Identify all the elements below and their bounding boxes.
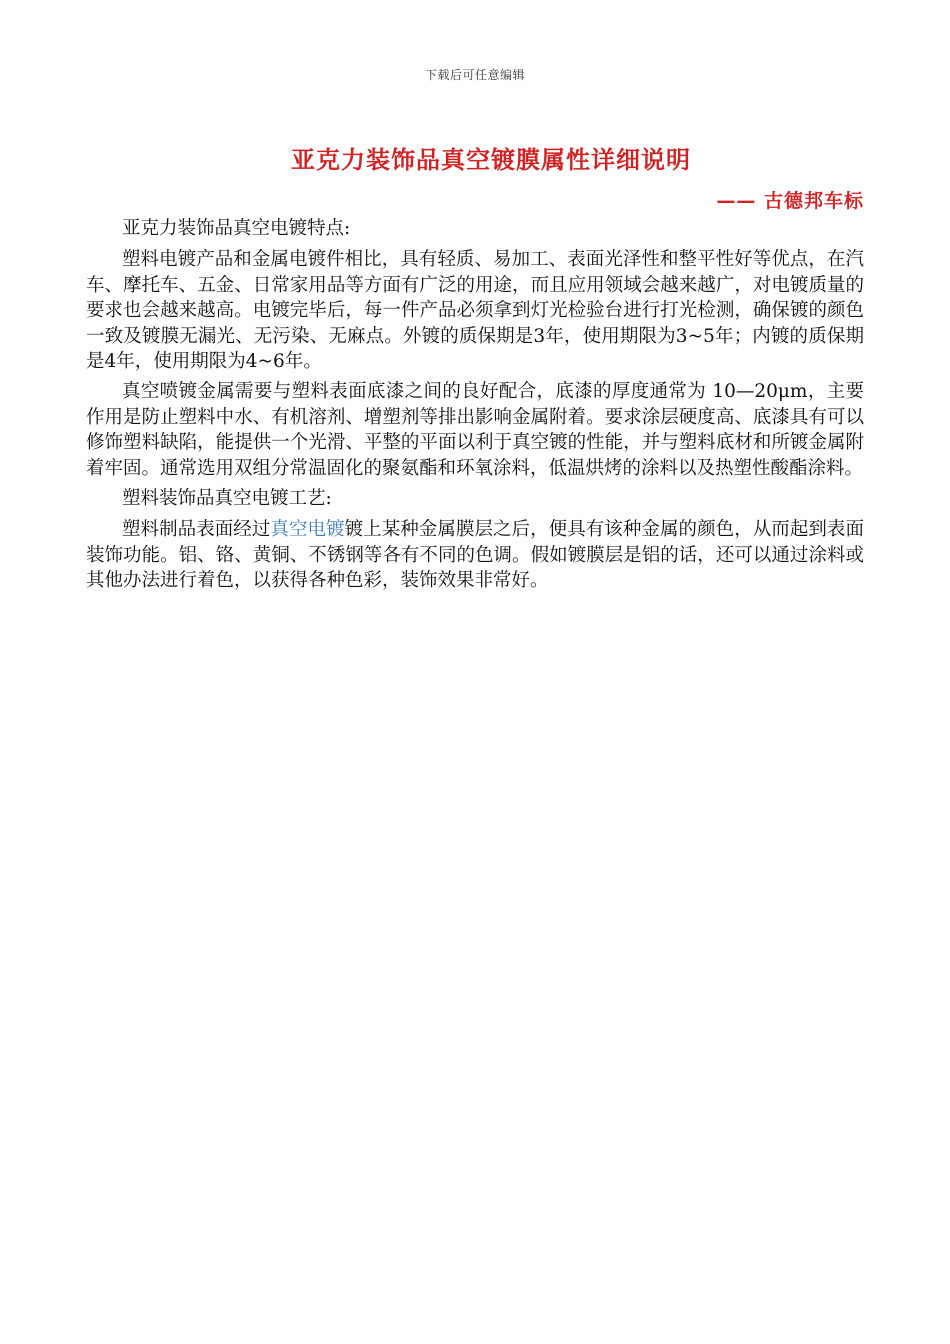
document-title: 亚克力装饰品真空镀膜属性详细说明 bbox=[291, 146, 691, 174]
document-byline: —— 古德邦车标 bbox=[716, 190, 864, 212]
section-heading-process: 塑料装饰品真空电镀工艺: bbox=[122, 488, 332, 510]
paragraph-features: 塑料电镀产品和金属电镀件相比，具有轻质、易加工、表面光泽性和整平性好等优点，在汽车、摩托车、五金、日常家用品等方面有广泛的用途，而且应用领域会越来越广，对电镀质量的要求也会越来越高。电镀完毕后，每一件产品必须拿到灯光检验台进行打光检测，确保镀的颜色一致及镀膜无漏光、无污染、无麻点。外镀的质保期是3年，使用期限为3~5年；内镀的质保期是4年，使用期限为4~6年。 bbox=[86, 249, 864, 373]
paragraph-process-text-start: 塑料制品表面经过 bbox=[122, 519, 271, 541]
paragraph-primer: 真空喷镀金属需要与塑料表面底漆之间的良好配合，底漆的厚度通常为 10—20μm，主要作用是防止塑料中水、有机溶剂、增塑剂等排出影响金属附着。要求涂层硬度高、底漆具有可以修饰塑料缺陷，能提供一个光滑、平整的平面以利于真空镀的性能，并与塑料底材和所镀金属附着牢固。通常选用双组分常温固化的聚氨酯和环氧涂料，低温烘烤的涂料以及热塑性酸酯涂料。 bbox=[86, 381, 864, 479]
vacuum-plating-link[interactable]: 真空电镀 bbox=[270, 519, 345, 541]
page-header-note: 下载后可任意编辑 bbox=[424, 68, 525, 82]
document-body bbox=[86, 214, 864, 594]
paragraph-process-text-end: 镀上某种金属膜层之后，便具有该种金属的颜色，从而起到表面装饰功能。铝、铬、黄铜、不锈钢等各有不同的色调。假如镀膜层是铝的话，还可以通过涂料或其他办法进行着色，以获得各种色彩，装饰效果非常好。 bbox=[86, 519, 864, 592]
section-heading-features: 亚克力装饰品真空电镀特点: bbox=[122, 218, 351, 239]
paragraph-process bbox=[86, 517, 864, 593]
